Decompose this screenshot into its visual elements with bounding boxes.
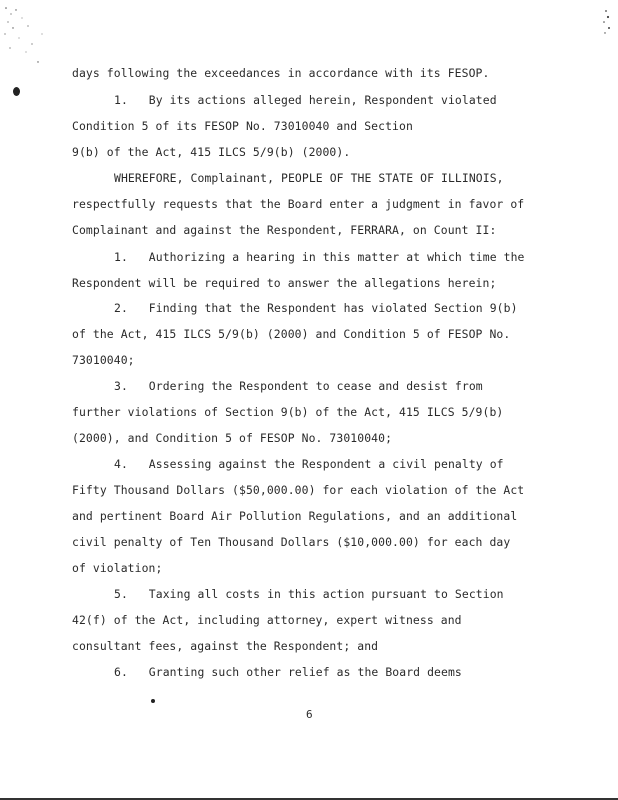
doc-line: of violation; <box>72 561 163 575</box>
doc-line: consultant fees, against the Respondent; and <box>72 639 379 653</box>
doc-line: 1. By its actions alleged herein, Respondent violated <box>114 93 497 107</box>
doc-line: Fifty Thousand Dollars ($50,000.00) for each violation of the Act <box>72 483 525 497</box>
doc-line: 4. Assessing against the Respondent a civil penalty of <box>114 457 504 471</box>
doc-line: 1. Authorizing a hearing in this matter at which time the <box>114 250 525 264</box>
doc-line: of the Act, 415 ILCS 5/9(b) (2000) and Condition 5 of FESOP No. <box>72 327 511 341</box>
scan-noise-top-right <box>598 8 614 36</box>
scan-dot <box>151 699 155 703</box>
doc-line: further violations of Section 9(b) of the Act, 415 ILCS 5/9(b) <box>72 405 504 419</box>
doc-line: Complainant and against the Respondent, FERRARA, on Count II: <box>72 223 497 237</box>
doc-line: 42(f) of the Act, including attorney, expert witness and <box>72 613 462 627</box>
punch-hole-mark <box>13 87 20 96</box>
doc-line: Condition 5 of its FESOP No. 73010040 and Section <box>72 119 413 133</box>
doc-line: 3. Ordering the Respondent to cease and desist from <box>114 379 483 393</box>
doc-line: Respondent will be required to answer the allegations herein; <box>72 276 497 290</box>
doc-line: 9(b) of the Act, 415 ILCS 5/9(b) (2000). <box>72 145 351 159</box>
doc-line: 6. Granting such other relief as the Board deems <box>114 665 462 679</box>
doc-line: WHEREFORE, Complainant, PEOPLE OF THE STATE OF ILLINOIS, <box>114 171 504 185</box>
doc-line: civil penalty of Ten Thousand Dollars ($10,000.00) for each day <box>72 535 511 549</box>
doc-line: respectfully requests that the Board enter a judgment in favor of <box>72 197 525 211</box>
doc-line: 5. Taxing all costs in this action pursuant to Section <box>114 587 504 601</box>
doc-line: 73010040; <box>72 353 135 367</box>
doc-line: (2000), and Condition 5 of FESOP No. 73010040; <box>72 431 393 445</box>
doc-line: 2. Finding that the Respondent has violated Section 9(b) <box>114 301 518 315</box>
doc-line: and pertinent Board Air Pollution Regulations, and an additional <box>72 509 518 523</box>
scan-noise-top-left <box>2 4 48 70</box>
doc-line: days following the exceedances in accordance with its FESOP. <box>72 66 490 80</box>
page-number: 6 <box>306 708 313 721</box>
